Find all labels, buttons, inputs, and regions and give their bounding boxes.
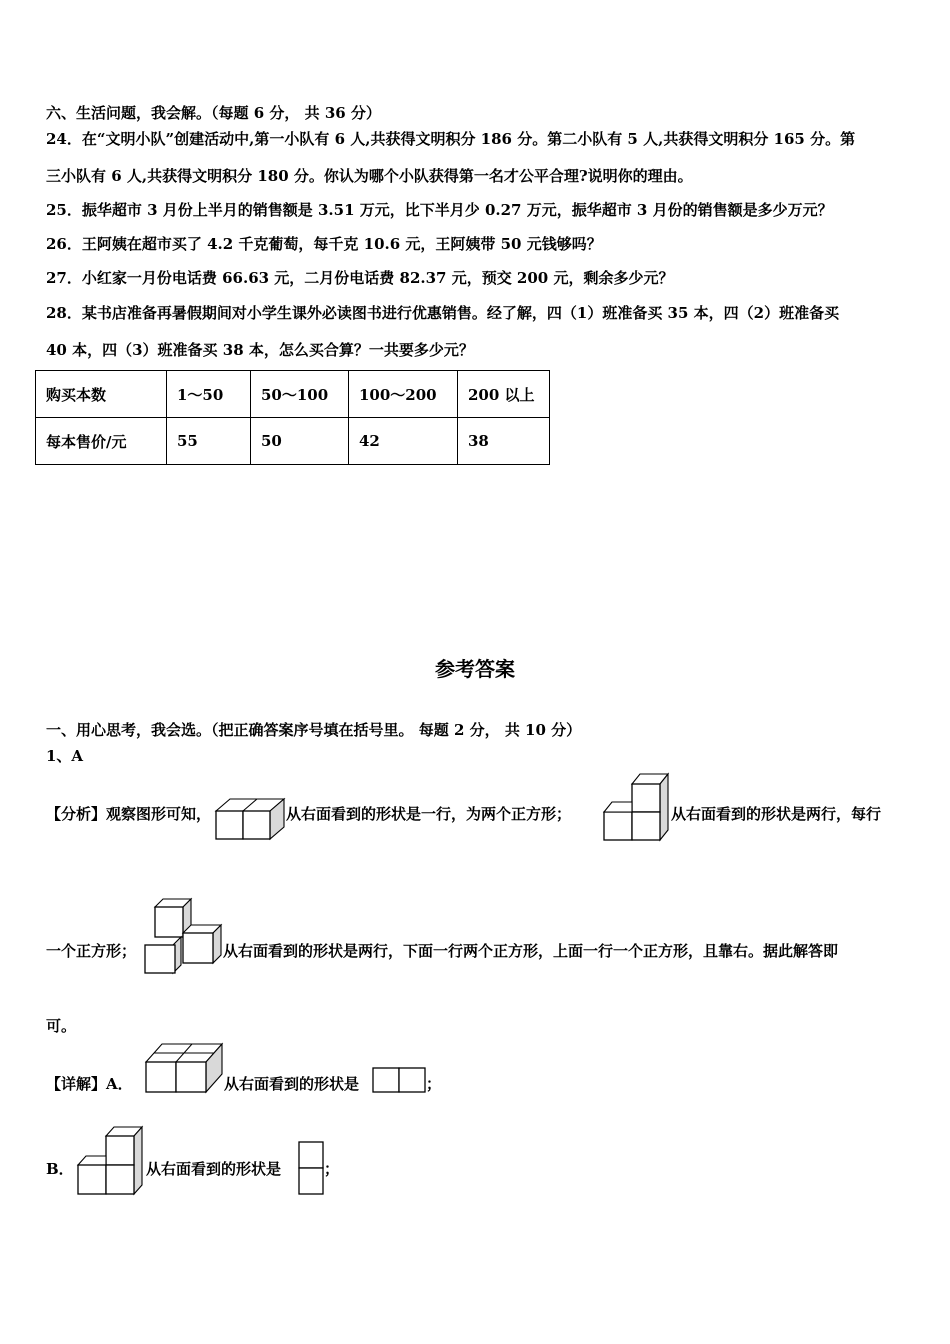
question-28-line1: 28．某书店准备再暑假期间对小学生课外必读图书进行优惠销售。经了解，四（1）班准备买 35 本，四（2）班准备买 (46, 304, 840, 322)
table-row (36, 418, 550, 465)
table-cell: 1～50 (167, 371, 251, 418)
table-cell: 100～200 (349, 371, 458, 418)
cube-figure-a (214, 797, 286, 841)
cube-figure-detail-a (144, 1042, 224, 1094)
analysis-text2: 从右面看到的形状是两行，每行 (671, 805, 882, 823)
question-26: 26．王阿姨在超市买了 4.2 千克葡萄，每千克 10.6 元，王阿姨带 50 元钱够吗？ (46, 235, 602, 253)
analysis-prefix: 【分析】观察图形可知， (46, 805, 212, 823)
analysis-text1: 从右面看到的形状是一行，为两个正方形； (286, 805, 572, 823)
detail-a-end: ； (426, 1075, 442, 1093)
section1-heading: 一、用心思考，我会选。（把正确答案序号填在括号里。 每题 2 分， 共 10 分） (46, 721, 582, 739)
table-row (36, 371, 550, 418)
detail-b-end: ； (324, 1160, 340, 1178)
table-cell: 50 (251, 418, 349, 465)
question-25: 25．振华超市 3 月份上半月的销售额是 3.51 万元，比下半月少 0.27 万元，振华超市 3 月份的销售额是多少万元？ (46, 201, 833, 219)
question-24-line2: 三小队有 6 人,共获得文明积分 180 分。你认为哪个小队获得第一名才公平合理?说明你的理由。 (46, 167, 693, 185)
table-cell: 55 (167, 418, 251, 465)
table-cell: 50～100 (251, 371, 349, 418)
question-27: 27．小红家一月份电话费 66.63 元，二月份电话费 82.37 元，预交 200 元，剩余多少元？ (46, 269, 674, 287)
table-cell: 购买本数 (36, 371, 167, 418)
detail-b-prefix: B． (46, 1160, 74, 1178)
right-view-vertical-squares (298, 1141, 324, 1195)
cube-figure-detail-b (76, 1125, 146, 1195)
table-cell: 42 (349, 418, 458, 465)
table-cell: 200 以上 (458, 371, 550, 418)
q1-answer: 1、A (46, 747, 84, 765)
section6-heading: 六、生活问题，我会解。（每题 6 分， 共 36 分） (46, 104, 381, 122)
cube-figure-b (602, 772, 672, 842)
analysis-line3: 可。 (46, 1017, 77, 1035)
question-24-line1: 24．在“文明小队”创建活动中,第一小队有 6 人,共获得文明积分 186 分。第二小队有 5 人,共获得文明积分 165 分。第 (46, 130, 856, 148)
analysis-line2-text: 从右面看到的形状是两行，下面一行两个正方形，上面一行一个正方形，且靠右。据此解答即 (223, 942, 839, 960)
detail-a-text: 从右面看到的形状是 (224, 1075, 360, 1093)
right-view-two-squares (372, 1067, 426, 1093)
detail-b-text: 从右面看到的形状是 (146, 1160, 282, 1178)
cube-figure-c (143, 897, 225, 977)
table-cell: 38 (458, 418, 550, 465)
analysis-line2-prefix: 一个正方形； (46, 942, 137, 960)
question-28-line2: 40 本，四（3）班准备买 38 本，怎么买合算？一共要多少元？ (46, 341, 474, 359)
price-table (35, 370, 550, 465)
answers-title: 参考答案 (435, 657, 515, 681)
table-cell: 每本售价/元 (36, 418, 167, 465)
detail-a-prefix: 【详解】A． (46, 1075, 133, 1093)
